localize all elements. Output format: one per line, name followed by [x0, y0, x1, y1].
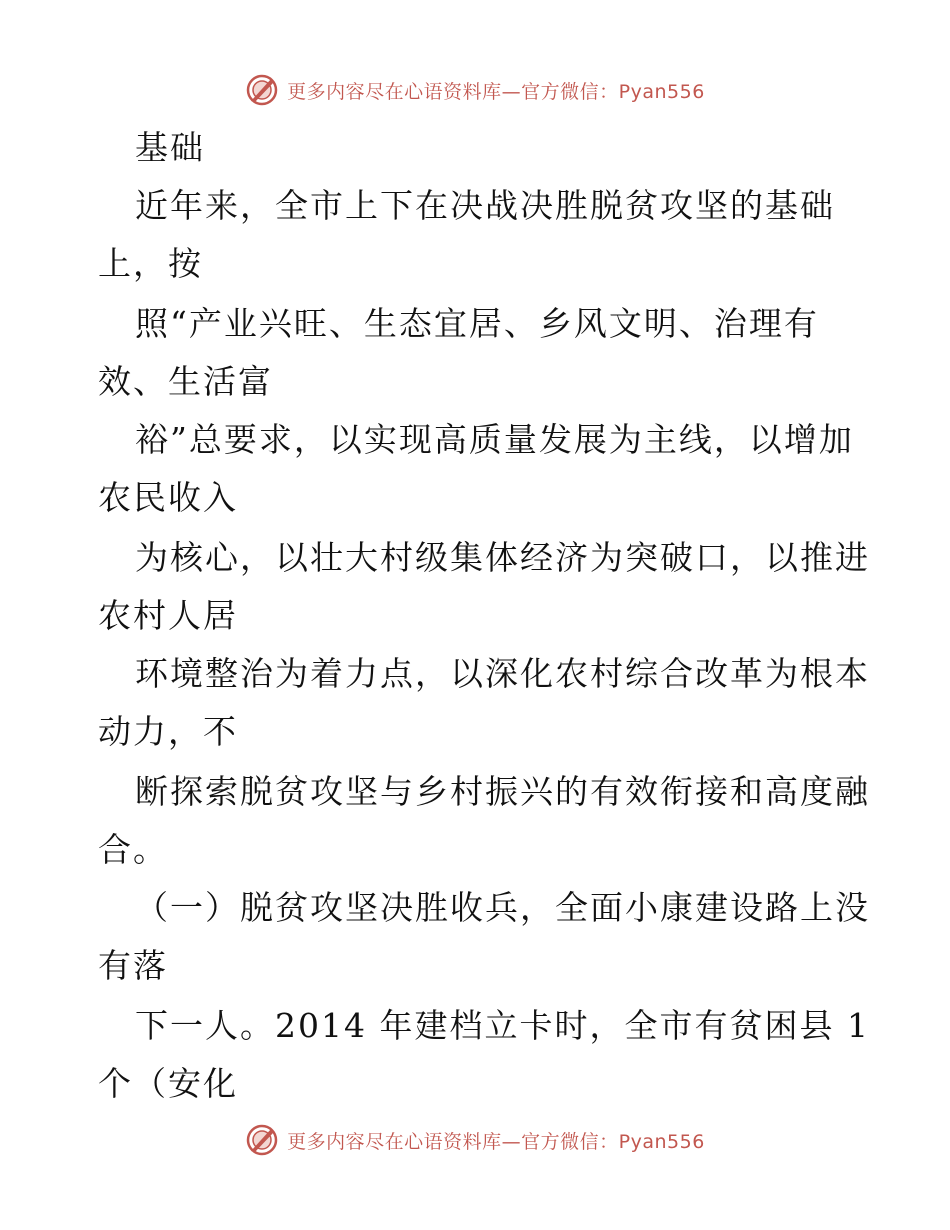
footer-watermark: [0, 1122, 950, 1158]
text-line: 农民收入: [98, 478, 238, 517]
text-line: 基础: [135, 128, 205, 167]
watermark-text: 更多内容尽在心语资料库—官方微信：Pyan556: [287, 80, 705, 103]
feather-pen-icon: [245, 1123, 279, 1157]
text-line: 为核心，以壮大村级集体经济为突破口，以推进: [135, 538, 870, 577]
feather-pen-icon: [245, 73, 279, 107]
text-line: 下一人。2014 年建档立卡时，全市有贫困县 1: [135, 1006, 870, 1045]
header-watermark: [0, 72, 950, 108]
watermark-text: 更多内容尽在心语资料库—官方微信：Pyan556: [287, 1130, 705, 1153]
text-line: 上，按: [98, 244, 203, 283]
text-line: 个（安化: [98, 1064, 238, 1103]
text-line: 有落: [98, 946, 168, 985]
text-line: 裕”总要求，以实现高质量发展为主线，以增加: [135, 420, 854, 459]
text-line: 照“产业兴旺、生态宜居、乡风文明、治理有: [135, 304, 819, 343]
text-line: 近年来，全市上下在决战决胜脱贫攻坚的基础: [135, 186, 835, 225]
text-line: 农村人居: [98, 596, 238, 635]
text-line: 合。: [98, 830, 168, 869]
text-line: 效、生活富: [98, 362, 273, 401]
text-line: 动力，不: [98, 712, 238, 751]
text-line: 环境整治为着力点，以深化农村综合改革为根本: [135, 654, 870, 693]
text-line: 断探索脱贫攻坚与乡村振兴的有效衔接和高度融: [135, 772, 870, 811]
text-line: （一）脱贫攻坚决胜收兵，全面小康建设路上没: [135, 888, 870, 927]
